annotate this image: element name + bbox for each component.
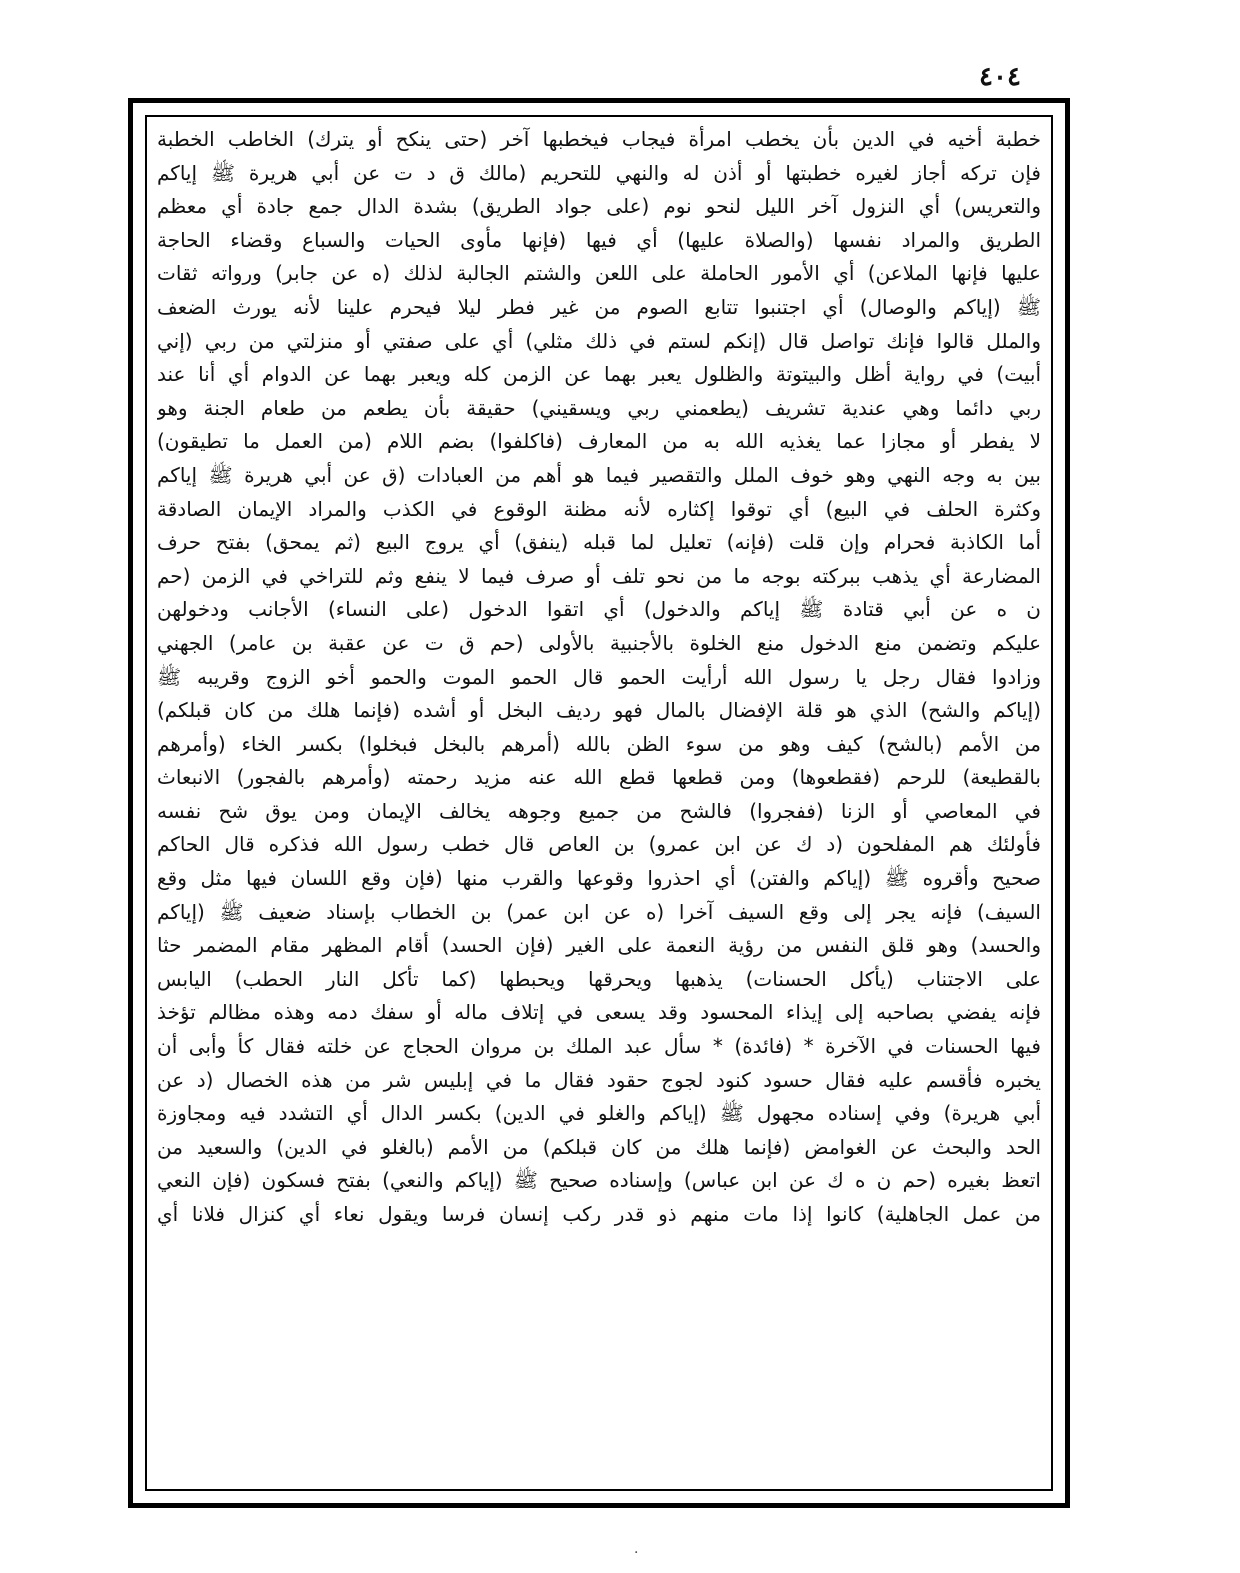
- main-text-block: [157, 123, 1041, 1483]
- text-line: (إياكم والشح) الذي هو قلة الإفضال بالمال فهو رديف البخل أو أشده (فإنما هلك من كان قبلكم): [157, 698, 1041, 723]
- text-line: صحيح وأقروه ﷺ (إياكم والفتن) أي احذروا وقوعها والقرب منها (فإن وقع اللسان فيها مثل وقع: [157, 866, 1041, 891]
- text-line: اتعظ بغيره (حم ن ه ك عن ابن عباس) وإسناده صحيح ﷺ (إياكم والنعي) بفتح فسكون (فإن النعي: [157, 1168, 1041, 1193]
- text-line: [157, 1232, 1041, 1266]
- text-line: الحد والبحث عن الغوامض (فإنما هلك من كان قبلكم) من الأمم (بالغلو في الدين) والسعيد من: [157, 1134, 1041, 1159]
- text-line: [157, 1265, 1041, 1299]
- text-line: فإنه يفضي بصاحبه إلى إيذاء المحسود وقد يسعى في إتلاف ماله أو سفك دمه وهذه مظالم تؤخذ: [157, 1000, 1041, 1025]
- text-line: أبي هريرة) وفي إسناده مجهول ﷺ (إياكم والغلو في الدين) بكسر الدال أي التشدد فيه ومجاوزة: [157, 1101, 1041, 1126]
- text-line: السيف) فإنه يجر إلى وقع السيف آخرا (ه عن ابن عمر) بن الخطاب بإسناد ضعيف ﷺ (إياكم: [157, 899, 1041, 924]
- text-line: [157, 1400, 1041, 1434]
- text-line: والحسد) وهو قلق النفس من رؤية النعمة على الغير (فإن الحسد) أقام المظهر مقام المضمر حثا: [157, 933, 1041, 958]
- page-number: ٤٠٤: [979, 62, 1021, 92]
- text-line: في المعاصي أو الزنا (ففجروا) فالشح من جميع وجوهه يخالف الإيمان ومن يوق شح نفسه: [157, 798, 1041, 823]
- text-line: عليكم وتضمن منع الدخول منع الخلوة بالأجنبية بالأولى (حم ق ت عن عقبة بن عامر) الجهني: [157, 630, 1041, 655]
- text-line: [157, 1366, 1041, 1400]
- text-line: فإن تركه أجاز لغيره خطبتها أو أذن له والنهي للتحريم (مالك ق د ت عن أبي هريرة ﷺ إياكم: [157, 160, 1041, 185]
- text-line: وكثرة الحلف في البيع) أي توقوا إكثاره لأنه مظنة الوقوع في الكذب والمراد الإيمان الصادقة: [157, 496, 1041, 521]
- text-line: من الأمم (بالشح) كيف وهو من سوء الظن بالله (أمرهم بالبخل فبخلوا) بكسر الخاء (وأمرهم: [157, 731, 1041, 756]
- text-line: [157, 1299, 1041, 1333]
- text-line: بالقطيعة) للرحم (فقطعوها) ومن قطعها قطع الله عنه مزيد رحمته (وأمرهم بالفجور) الانبعاث: [157, 765, 1041, 790]
- page-border-inner: [145, 115, 1053, 1491]
- text-line: [157, 1332, 1041, 1366]
- text-line: ن ه عن أبي قتادة ﷺ إياكم والدخول) أي اتقوا الدخول (على النساء) الأجانب ودخولهن: [157, 597, 1041, 622]
- text-line: فيها الحسنات في الآخرة * (فائدة) * سأل عبد الملك بن مروان الحجاج عن خلته فقال كأ وأبى أن: [157, 1034, 1041, 1059]
- text-line: أما الكاذبة فحرام وإن قلت (فإنه) تعليل لما قبله (ينفق) أي يروج البيع (ثم يمحق) بفتح حرف: [157, 530, 1041, 555]
- page-border-outer: [128, 98, 1070, 1508]
- text-line: ﷺ (إياكم والوصال) أي اجتنبوا تتابع الصوم من غير فطر ليلا فيحرم علينا لأنه يورث الضعف: [157, 294, 1041, 319]
- scan-speck: ·: [634, 1545, 639, 1561]
- text-line: والملل قالوا فإنك تواصل قال (إنكم لستم في ذلك مثلي) أي على صفتي أو منزلتي من ربي (إني: [157, 328, 1041, 353]
- text-line: [157, 1433, 1041, 1467]
- text-line: على الاجتناب (يأكل الحسنات) يذهبها ويحرقها ويحبطها (كما تأكل النار الحطب) اليابس: [157, 966, 1041, 991]
- text-line: الطريق والمراد نفسها (والصلاة عليها) أي فيها (فإنها مأوى الحيات والسباع وقضاء الحاجة: [157, 227, 1041, 252]
- text-line: وزادوا فقال رجل يا رسول الله أرأيت الحمو قال الحمو الموت والحمو أخو الزوج وقريبه ﷺ: [157, 664, 1041, 689]
- text-line: يخبره فأقسم عليه فقال حسود كنود لجوج حقود فقال ما في إبليس شر من هذه الخصال (د عن: [157, 1067, 1041, 1092]
- text-line: والتعريس) أي النزول آخر الليل لنحو نوم (على جواد الطريق) بشدة الدال جمع جادة أي معظم: [157, 194, 1041, 219]
- text-line: عليها فإنها الملاعن) أي الأمور الحاملة على اللعن والشتم الجالبة لذلك (ه عن جابر) ورواته ثقات: [157, 261, 1041, 286]
- text-line: من عمل الجاهلية) كانوا إذا مات منهم ذو قدر ركب إنسان فرسا ويقول نعاء أي كنزال فلانا أي: [157, 1202, 1041, 1226]
- text-line: فأولئك هم المفلحون (د ك عن ابن عمرو) بن العاص قال خطب رسول الله فذكره قال الحاكم: [157, 832, 1041, 857]
- text-line: خطبة أخيه في الدين بأن يخطب امرأة فيجاب فيخطبها آخر (حتى ينكح أو يترك) الخاطب الخطبة: [157, 127, 1041, 151]
- text-line: المضارعة أي يذهب ببركته بوجه ما من نحو تلف أو صرف فيما لا ينفع وثم للتراخي في الزمن (حم: [157, 563, 1041, 588]
- text-line: ربي دائما وهي عندية تشريف (يطعمني ربي ويسقيني) حقيقة بأن يطعم من طعام الجنة وهو: [157, 395, 1041, 420]
- text-line: أبيت) في رواية أظل والبيتوتة والظلول يعبر بهما عن الزمن كله ويعبر بهما عن الدوام أي أنا عند: [157, 362, 1041, 387]
- text-line: بين به وجه النهي وهو خوف الملل والتقصير فيما هو أهم من العبادات (ق عن أبي هريرة ﷺ إياكم: [157, 462, 1041, 487]
- text-line: لا يفطر أو مجازا عما يغذيه الله به من المعارف (فاكلفوا) بضم اللام (من العمل ما تطيقون): [157, 429, 1041, 454]
